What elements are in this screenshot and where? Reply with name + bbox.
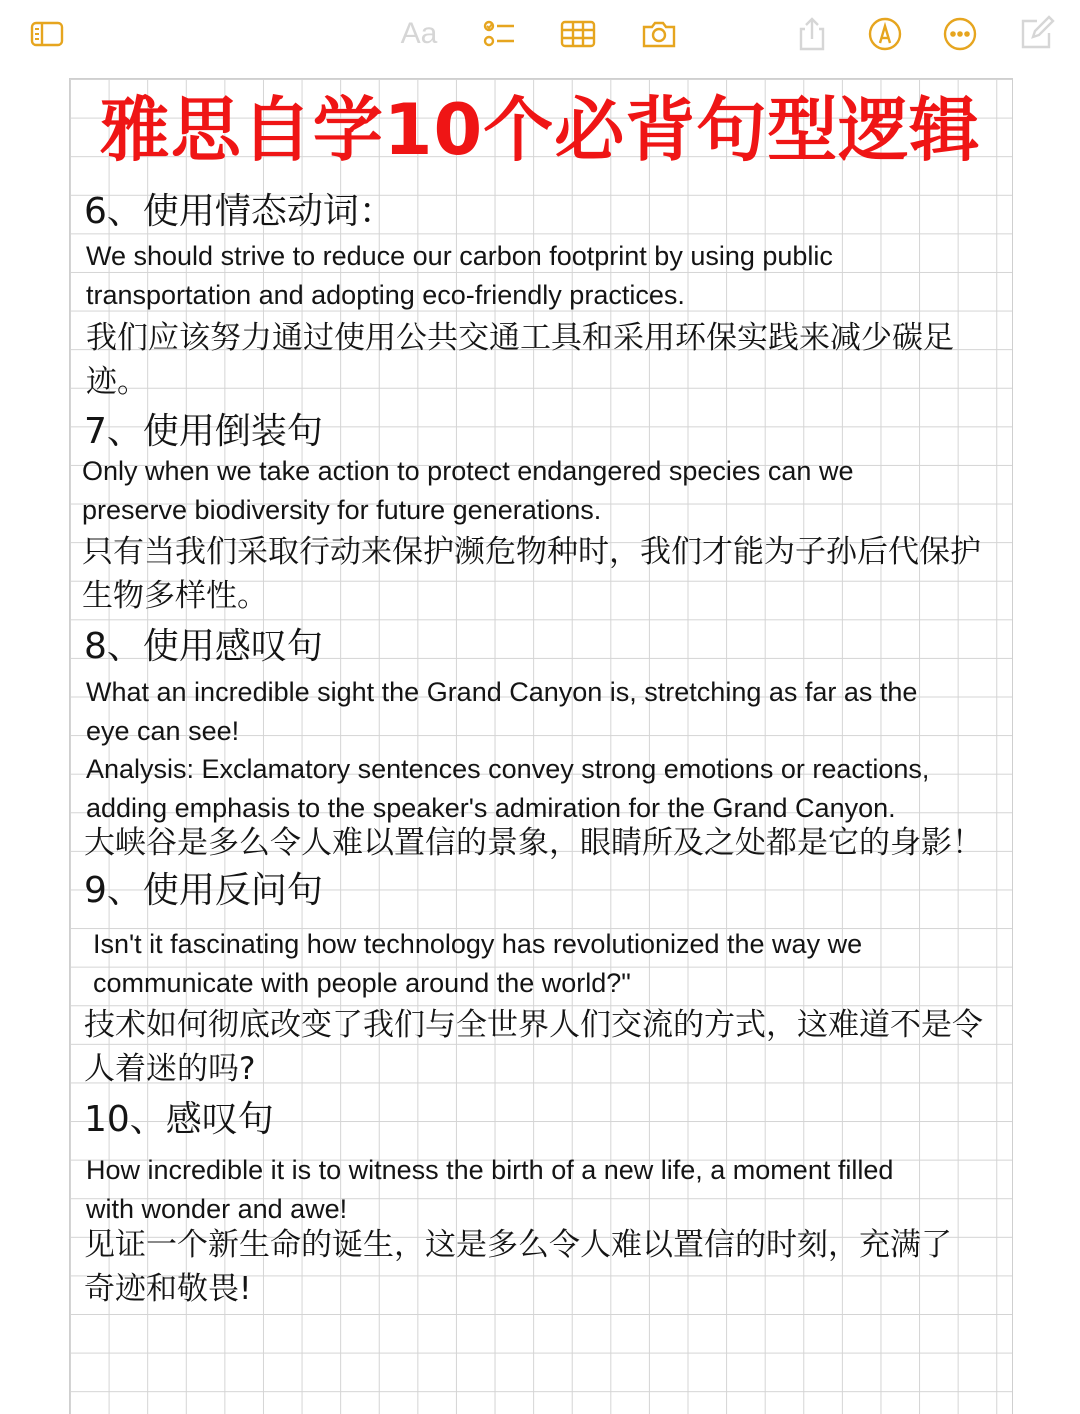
section-heading: 7、使用倒装句 [84,411,323,452]
chinese-line: 只有当我们采取行动来保护濒危物种时，我们才能为子孙后代保护 [82,534,981,570]
analysis-line: Analysis: Exclamatory sentences convey strong emotions or reactions, [86,754,930,784]
section-8-chinese [84,821,1004,865]
checklist-icon[interactable] [478,14,520,54]
chinese-line: 技术如何彻底改变了我们与全世界人们交流的方式，这难道不是令 [84,1007,983,1043]
chinese-line: 大峡谷是多么令人难以置信的景象，眼睛所及之处都是它的身影！ [84,825,983,861]
section-9-chinese [84,1003,1004,1091]
analysis-line: adding emphasis to the speaker's admiration for the Grand Canyon. [86,792,896,823]
section-9-english [93,925,1013,1002]
english-line: with wonder and awe! [86,1193,348,1224]
text-format-label: Aa [400,17,438,50]
english-line: Isn't it fascinating how technology has revolutionized the way we [93,929,863,959]
english-line: How incredible it is to witness the birth of a new life, a moment filled [86,1155,894,1185]
markup-pen-icon[interactable] [864,14,906,54]
section-9 [84,868,1004,914]
section-6 [84,189,1004,235]
notes-toolbar [0,0,1080,70]
table-icon[interactable] [557,14,599,54]
chinese-line: 生物多样性。 [82,578,268,614]
section-7 [84,409,1004,455]
section-8 [84,624,1004,670]
section-7-english [82,452,1002,529]
share-icon[interactable] [791,14,833,54]
compose-icon[interactable] [1015,14,1057,54]
note-title: 雅思自学10个必背句型逻辑 [99,89,981,171]
chinese-line: 迹。 [86,364,148,400]
section-10-chinese [84,1223,1004,1311]
section-heading: 8、使用感叹句 [84,626,323,667]
english-line: What an incredible sight the Grand Canyon is, stretching as far as the [86,677,918,707]
chinese-line: 见证一个新生命的诞生，这是多么令人难以置信的时刻，充满了 [84,1227,952,1263]
english-line: eye can see! [86,715,240,746]
chinese-line: 人着迷的吗? [84,1051,256,1087]
english-line: Only when we take action to protect endangered species can we [82,456,854,486]
section-7-chinese [82,530,1002,618]
section-6-chinese [86,316,1006,404]
chinese-line: 我们应该努力通过使用公共交通工具和采用环保实践来减少碳足 [86,320,954,356]
text-format-icon[interactable] [398,14,440,54]
section-6-english [86,237,1006,314]
more-icon[interactable] [939,14,981,54]
chinese-line: 奇迹和敬畏! [84,1271,252,1307]
english-line: transportation and adopting eco-friendly practices. [86,279,685,310]
sidebar-icon[interactable] [26,14,68,54]
section-8-english [86,673,1006,827]
section-heading: 9、使用反问句 [84,870,323,911]
section-10-english [86,1151,1006,1228]
english-line: communicate with people around the world?" [93,967,631,998]
english-line: We should strive to reduce our carbon footprint by using public [86,241,833,271]
section-heading: 10、感叹句 [84,1099,274,1140]
section-10 [84,1097,1004,1143]
section-heading: 6、使用情态动词： [84,191,395,232]
english-line: preserve biodiversity for future generations. [82,494,602,525]
camera-icon[interactable] [638,14,680,54]
